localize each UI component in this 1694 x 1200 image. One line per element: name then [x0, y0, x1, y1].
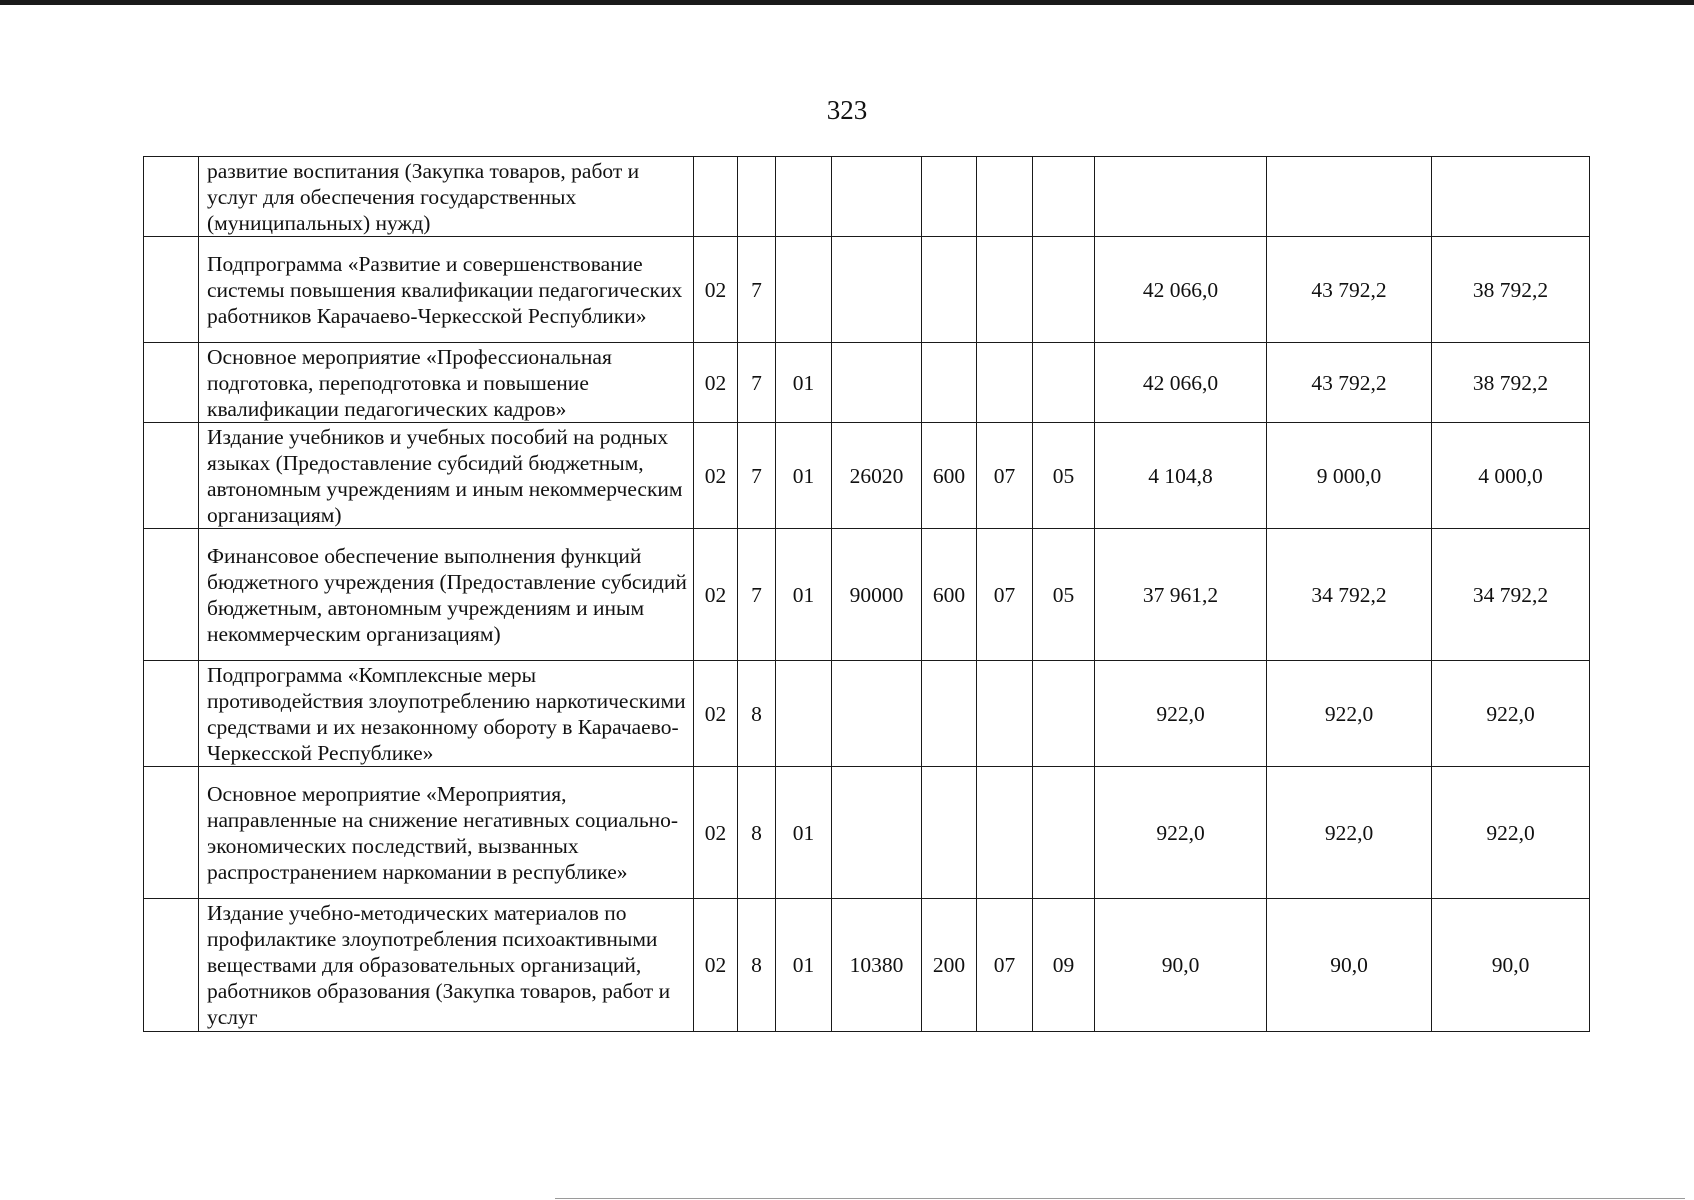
expense-type-cell: 200 — [922, 899, 977, 1032]
expense-type-cell — [922, 237, 977, 343]
expense-type-cell — [922, 661, 977, 767]
description-cell: Основное мероприятие «Мероприятия, направленные на снижение негативных социально-экономических последствий, вызванных распространением наркомании в республике» — [199, 767, 694, 899]
table-row — [144, 237, 1590, 343]
subprogram-code-cell — [738, 157, 776, 237]
amount-year-1-cell: 922,0 — [1095, 767, 1267, 899]
amount-year-1-cell: 37 961,2 — [1095, 529, 1267, 661]
amount-year-1-cell: 42 066,0 — [1095, 343, 1267, 423]
program-code-cell: 02 — [694, 529, 738, 661]
subprogram-code-cell: 8 — [738, 661, 776, 767]
amount-year-1-cell — [1095, 157, 1267, 237]
description-cell: Издание учебников и учебных пособий на родных языках (Предоставление субсидий бюджетным, автономным учреждениям и иным некоммерческим организациям) — [199, 423, 694, 529]
scan-bottom-edge — [555, 1198, 1685, 1199]
program-code-cell: 02 — [694, 899, 738, 1032]
amount-year-1-cell: 922,0 — [1095, 661, 1267, 767]
expense-type-cell — [922, 157, 977, 237]
activity-code-cell — [776, 237, 832, 343]
program-code-cell: 02 — [694, 767, 738, 899]
section-cell — [977, 767, 1033, 899]
row-number-cell — [144, 423, 199, 529]
direction-code-cell — [832, 767, 922, 899]
expense-type-cell: 600 — [922, 423, 977, 529]
table-row — [144, 661, 1590, 767]
description-cell: Финансовое обеспечение выполнения функций бюджетного учреждения (Предоставление субсидий бюджетным, автономным учреждениям и иным некоммерческим организациям) — [199, 529, 694, 661]
program-code-cell — [694, 157, 738, 237]
subsection-cell — [1033, 237, 1095, 343]
amount-year-3-cell: 90,0 — [1432, 899, 1590, 1032]
description-cell: Подпрограмма «Комплексные меры противодействия злоупотреблению наркотическими средствами и их незаконному обороту в Карачаево-Черкесской Республике» — [199, 661, 694, 767]
row-number-cell — [144, 661, 199, 767]
subsection-cell — [1033, 343, 1095, 423]
budget-table — [143, 156, 1590, 1032]
description-cell: Издание учебно-методических материалов по профилактике злоупотребления психоактивными веществами для образовательных организаций, работников образования (Закупка товаров, работ и услуг — [199, 899, 694, 1032]
direction-code-cell — [832, 661, 922, 767]
table-row — [144, 529, 1590, 661]
table-row — [144, 343, 1590, 423]
expense-type-cell — [922, 343, 977, 423]
subprogram-code-cell: 7 — [738, 237, 776, 343]
page-number: 323 — [826, 95, 868, 125]
section-cell — [977, 661, 1033, 767]
direction-code-cell — [832, 343, 922, 423]
subprogram-code-cell: 7 — [738, 423, 776, 529]
program-code-cell: 02 — [694, 237, 738, 343]
activity-code-cell: 01 — [776, 423, 832, 529]
amount-year-3-cell: 38 792,2 — [1432, 343, 1590, 423]
expense-type-cell — [922, 767, 977, 899]
table-row — [144, 767, 1590, 899]
amount-year-2-cell — [1267, 157, 1432, 237]
row-number-cell — [144, 157, 199, 237]
section-cell — [977, 343, 1033, 423]
table-row — [144, 423, 1590, 529]
row-number-cell — [144, 767, 199, 899]
subprogram-code-cell: 8 — [738, 899, 776, 1032]
subsection-cell: 09 — [1033, 899, 1095, 1032]
description-cell: Основное мероприятие «Профессиональная подготовка, переподготовка и повышение квалификации педагогических кадров» — [199, 343, 694, 423]
amount-year-2-cell: 34 792,2 — [1267, 529, 1432, 661]
amount-year-3-cell: 922,0 — [1432, 661, 1590, 767]
direction-code-cell: 10380 — [832, 899, 922, 1032]
expense-type-cell: 600 — [922, 529, 977, 661]
subsection-cell — [1033, 767, 1095, 899]
scan-top-border — [0, 0, 1694, 5]
description-cell: Подпрограмма «Развитие и совершенствование системы повышения квалификации педагогических работников Карачаево-Черкесской Республики» — [199, 237, 694, 343]
table-row — [144, 899, 1590, 1032]
row-number-cell — [144, 237, 199, 343]
amount-year-3-cell: 922,0 — [1432, 767, 1590, 899]
amount-year-1-cell: 42 066,0 — [1095, 237, 1267, 343]
amount-year-2-cell: 43 792,2 — [1267, 343, 1432, 423]
amount-year-3-cell: 4 000,0 — [1432, 423, 1590, 529]
subprogram-code-cell: 7 — [738, 343, 776, 423]
amount-year-3-cell: 38 792,2 — [1432, 237, 1590, 343]
amount-year-2-cell: 43 792,2 — [1267, 237, 1432, 343]
amount-year-2-cell: 922,0 — [1267, 767, 1432, 899]
program-code-cell: 02 — [694, 423, 738, 529]
table-row — [144, 157, 1590, 237]
activity-code-cell: 01 — [776, 343, 832, 423]
section-cell: 07 — [977, 423, 1033, 529]
subsection-cell — [1033, 661, 1095, 767]
section-cell: 07 — [977, 529, 1033, 661]
program-code-cell: 02 — [694, 343, 738, 423]
direction-code-cell: 90000 — [832, 529, 922, 661]
amount-year-1-cell: 4 104,8 — [1095, 423, 1267, 529]
activity-code-cell: 01 — [776, 899, 832, 1032]
amount-year-2-cell: 922,0 — [1267, 661, 1432, 767]
activity-code-cell — [776, 661, 832, 767]
program-code-cell: 02 — [694, 661, 738, 767]
subprogram-code-cell: 8 — [738, 767, 776, 899]
amount-year-1-cell: 90,0 — [1095, 899, 1267, 1032]
subsection-cell: 05 — [1033, 423, 1095, 529]
direction-code-cell — [832, 157, 922, 237]
direction-code-cell: 26020 — [832, 423, 922, 529]
direction-code-cell — [832, 237, 922, 343]
amount-year-2-cell: 9 000,0 — [1267, 423, 1432, 529]
subprogram-code-cell: 7 — [738, 529, 776, 661]
amount-year-3-cell: 34 792,2 — [1432, 529, 1590, 661]
section-cell: 07 — [977, 899, 1033, 1032]
activity-code-cell: 01 — [776, 767, 832, 899]
activity-code-cell: 01 — [776, 529, 832, 661]
subsection-cell — [1033, 157, 1095, 237]
subsection-cell: 05 — [1033, 529, 1095, 661]
row-number-cell — [144, 899, 199, 1032]
activity-code-cell — [776, 157, 832, 237]
row-number-cell — [144, 529, 199, 661]
section-cell — [977, 237, 1033, 343]
row-number-cell — [144, 343, 199, 423]
amount-year-3-cell — [1432, 157, 1590, 237]
section-cell — [977, 157, 1033, 237]
description-cell: развитие воспитания (Закупка товаров, работ и услуг для обеспечения государственных (муниципальных) нужд) — [199, 157, 694, 237]
amount-year-2-cell: 90,0 — [1267, 899, 1432, 1032]
